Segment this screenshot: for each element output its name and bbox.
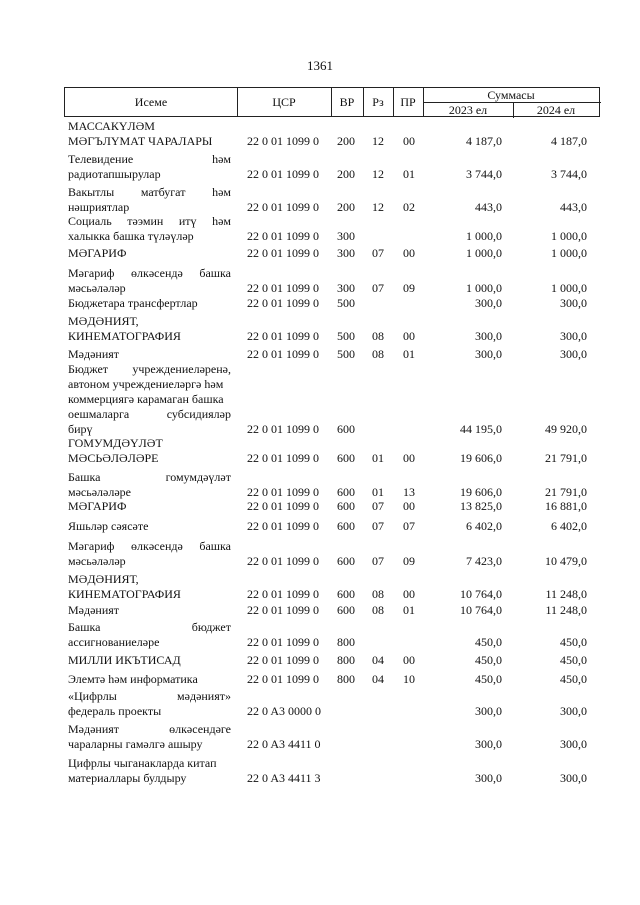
row-name (68, 185, 231, 215)
csr-cell: 22 0 01 1099 0 (247, 281, 319, 295)
rz-cell: 07 (372, 499, 384, 513)
row-name-line: ассигнованиеләре (68, 635, 160, 649)
sum-2023-cell: 450,0 (475, 635, 502, 649)
pr-cell: 00 (403, 451, 415, 465)
csr-cell: 22 0 01 1099 0 (247, 200, 319, 214)
row-name (68, 519, 231, 534)
sum-2023-cell: 10 764,0 (460, 603, 502, 617)
row-name-line: Мәгариф өлкәсендә башка (68, 539, 231, 553)
row-name-line: Мәдәният өлкәсендәге (68, 722, 231, 736)
pr-cell: 13 (403, 485, 415, 499)
csr-cell: 22 0 01 1099 0 (247, 672, 319, 686)
sum-2023-cell: 1 000,0 (466, 229, 502, 243)
row-name-line: «Цифрлы мәдәният» (68, 689, 231, 703)
sum-2023-cell: 300,0 (475, 771, 502, 785)
row-name-line: МӘДӘНИЯТ, (68, 572, 139, 586)
vr-cell: 800 (337, 672, 355, 686)
pr-cell: 09 (403, 554, 415, 568)
row-name (68, 436, 231, 466)
csr-cell: 22 0 01 1099 0 (247, 296, 319, 310)
rz-cell: 07 (372, 519, 384, 533)
pr-cell: 01 (403, 347, 415, 361)
sum-2024-cell: 300,0 (560, 329, 587, 343)
row-name-line: Элемтә һәм информатика (68, 672, 198, 686)
sum-2023-cell: 443,0 (475, 200, 502, 214)
row-name-line: КИНЕМАТОГРАФИЯ (68, 587, 181, 601)
row-name-line: Цифрлы чыганакларда китап (68, 756, 217, 770)
rz-cell: 12 (372, 200, 384, 214)
row-name (68, 620, 231, 650)
sum-2023-cell: 6 402,0 (466, 519, 502, 533)
pr-cell: 00 (403, 134, 415, 148)
sum-2024-cell: 6 402,0 (551, 519, 587, 533)
row-name (68, 214, 231, 244)
row-name (68, 539, 231, 569)
vr-cell: 600 (337, 485, 355, 499)
row-name-line: МИЛЛИ ИКЪТИСАД (68, 653, 181, 667)
row-name-line: МӘГЪЛҮМАТ ЧАРАЛАРЫ (68, 134, 213, 148)
row-name-line: Телевидение һәм (68, 152, 231, 166)
csr-cell: 22 0 A3 4411 0 (247, 737, 321, 751)
csr-cell: 22 0 A3 0000 0 (247, 704, 322, 718)
sum-2023-cell: 300,0 (475, 296, 502, 310)
header-name: Исеме (134, 94, 168, 109)
row-name (68, 470, 231, 500)
sum-2024-cell: 1 000,0 (551, 229, 587, 243)
sum-2023-cell: 13 825,0 (460, 499, 502, 513)
header-year-2024: 2024 ел (536, 102, 576, 117)
sum-2023-cell: 450,0 (475, 653, 502, 667)
row-name-line: мәсьәләләре (68, 485, 131, 499)
header-sums: Суммасы (487, 87, 535, 102)
header-year-2023: 2023 ел (448, 102, 488, 117)
sum-2024-cell: 21 791,0 (545, 485, 587, 499)
row-name (68, 756, 231, 786)
row-name-line: КИНЕМАТОГРАФИЯ (68, 329, 181, 343)
sum-2024-cell: 300,0 (560, 296, 587, 310)
row-name (68, 689, 231, 719)
row-name-line: Вакытлы матбугат һәм (68, 185, 231, 199)
csr-cell: 22 0 01 1099 0 (247, 485, 319, 499)
row-name-line: Мәгариф өлкәсендә башка (68, 266, 231, 280)
sum-2024-cell: 450,0 (560, 672, 587, 686)
row-name-line: Мәдәният (68, 347, 120, 361)
sum-2023-cell: 450,0 (475, 672, 502, 686)
rz-cell: 12 (372, 134, 384, 148)
page-number: 1361 (307, 58, 333, 73)
vr-cell: 500 (337, 347, 355, 361)
sum-2023-cell: 1 000,0 (466, 281, 502, 295)
vr-cell: 500 (337, 329, 355, 343)
csr-cell: 22 0 01 1099 0 (247, 229, 319, 243)
vr-cell: 600 (337, 519, 355, 533)
sum-2023-cell: 19 606,0 (460, 485, 502, 499)
rz-cell: 08 (372, 587, 384, 601)
row-name (68, 499, 231, 514)
sum-2023-cell: 3 744,0 (466, 167, 502, 181)
sum-2023-cell: 4 187,0 (466, 134, 502, 148)
pr-cell: 09 (403, 281, 415, 295)
csr-cell: 22 0 01 1099 0 (247, 347, 319, 361)
row-name-line: Бюджетара трансфертлар (68, 296, 198, 310)
vr-cell: 600 (337, 451, 355, 465)
row-name-line: Социаль тәэмин итү һәм (68, 214, 231, 228)
row-name (68, 152, 231, 182)
sum-2023-cell: 10 764,0 (460, 587, 502, 601)
csr-cell: 22 0 01 1099 0 (247, 554, 319, 568)
sum-2024-cell: 300,0 (560, 347, 587, 361)
pr-cell: 01 (403, 167, 415, 181)
row-name-line: Башка гомумдәүләт (68, 470, 231, 484)
rz-cell: 04 (372, 653, 384, 667)
sum-2024-cell: 21 791,0 (545, 451, 587, 465)
row-name (68, 296, 231, 311)
rz-cell: 01 (372, 451, 384, 465)
vr-cell: 600 (337, 603, 355, 617)
pr-cell: 00 (403, 246, 415, 260)
rz-cell: 04 (372, 672, 384, 686)
row-name (68, 246, 231, 261)
vr-cell: 600 (337, 422, 355, 436)
row-name-line: ГОМУМДӘҮЛӘТ (68, 436, 163, 450)
csr-cell: 22 0 01 1099 0 (247, 451, 319, 465)
rz-cell: 12 (372, 167, 384, 181)
row-name-line: халыкка башка түләүләр (68, 229, 194, 243)
sum-2024-cell: 300,0 (560, 737, 587, 751)
header-vr: ВР (339, 94, 355, 109)
sum-2023-cell: 7 423,0 (466, 554, 502, 568)
row-name (68, 314, 231, 344)
csr-cell: 22 0 01 1099 0 (247, 329, 319, 343)
table-header (64, 87, 600, 117)
sum-2023-cell: 300,0 (475, 329, 502, 343)
row-name-line: оешмаларга субсидияләр (68, 407, 231, 421)
vr-cell: 800 (337, 653, 355, 667)
csr-cell: 22 0 01 1099 0 (247, 603, 319, 617)
header-rz: Рз (372, 94, 384, 109)
row-name-line: мәсьәләләр (68, 281, 126, 295)
pr-cell: 01 (403, 603, 415, 617)
row-name-line: коммерциягә карамаган башка (68, 392, 224, 406)
row-name (68, 572, 231, 602)
pr-cell: 00 (403, 587, 415, 601)
sum-2024-cell: 10 479,0 (545, 554, 587, 568)
row-name-line: МӘСЬӘЛӘЛӘРЕ (68, 451, 159, 465)
vr-cell: 300 (337, 281, 355, 295)
row-name-line: МӘГАРИФ (68, 246, 127, 260)
pr-cell: 00 (403, 329, 415, 343)
pr-cell: 02 (403, 200, 415, 214)
sum-2024-cell: 1 000,0 (551, 281, 587, 295)
sum-2024-cell: 450,0 (560, 635, 587, 649)
row-name-line: Мәдәният (68, 603, 120, 617)
row-name-line: бирү (68, 422, 93, 436)
row-name-line: Бюджет учреждениеләренә, (68, 362, 231, 376)
vr-cell: 500 (337, 296, 355, 310)
pr-cell: 00 (403, 499, 415, 513)
pr-cell: 07 (403, 519, 415, 533)
row-name-line: автоном учреждениеләргә һәм (68, 377, 224, 391)
header-pr: ПР (400, 94, 416, 109)
row-name-line: мәсьәләләр (68, 554, 126, 568)
row-name-line: МӘГАРИФ (68, 499, 127, 513)
row-name (68, 266, 231, 296)
sum-2024-cell: 11 248,0 (545, 603, 587, 617)
rz-cell: 07 (372, 246, 384, 260)
csr-cell: 22 0 01 1099 0 (247, 246, 319, 260)
row-name (68, 653, 231, 668)
vr-cell: 800 (337, 635, 355, 649)
row-name-line: чараларны гамәлгә ашыру (68, 737, 203, 751)
row-name (68, 672, 231, 687)
rz-cell: 08 (372, 603, 384, 617)
rz-cell: 08 (372, 329, 384, 343)
sum-2024-cell: 300,0 (560, 771, 587, 785)
header-csr: ЦСР (272, 94, 296, 109)
csr-cell: 22 0 01 1099 0 (247, 635, 319, 649)
csr-cell: 22 0 01 1099 0 (247, 167, 319, 181)
rz-cell: 07 (372, 281, 384, 295)
sum-2023-cell: 300,0 (475, 704, 502, 718)
sum-2024-cell: 16 881,0 (545, 499, 587, 513)
row-name (68, 119, 231, 149)
vr-cell: 300 (337, 229, 355, 243)
csr-cell: 22 0 01 1099 0 (247, 499, 319, 513)
rz-cell: 07 (372, 554, 384, 568)
vr-cell: 300 (337, 246, 355, 260)
sum-2023-cell: 1 000,0 (466, 246, 502, 260)
vr-cell: 200 (337, 167, 355, 181)
row-name-line: МАССАКҮЛӘМ (68, 119, 155, 133)
csr-cell: 22 0 01 1099 0 (247, 134, 319, 148)
rz-cell: 08 (372, 347, 384, 361)
sum-2024-cell: 300,0 (560, 704, 587, 718)
vr-cell: 200 (337, 134, 355, 148)
csr-cell: 22 0 01 1099 0 (247, 653, 319, 667)
vr-cell: 600 (337, 499, 355, 513)
row-name (68, 722, 231, 752)
row-name (68, 362, 231, 437)
row-name-line: Башка бюджет (68, 620, 231, 634)
sum-2024-cell: 443,0 (560, 200, 587, 214)
row-name (68, 347, 231, 362)
pr-cell: 00 (403, 653, 415, 667)
sum-2024-cell: 11 248,0 (545, 587, 587, 601)
row-name-line: материаллары булдыру (68, 771, 187, 785)
sum-2023-cell: 300,0 (475, 737, 502, 751)
sum-2024-cell: 450,0 (560, 653, 587, 667)
sum-2024-cell: 4 187,0 (551, 134, 587, 148)
sum-2024-cell: 49 920,0 (545, 422, 587, 436)
row-name (68, 603, 231, 618)
sum-2023-cell: 300,0 (475, 347, 502, 361)
csr-cell: 22 0 01 1099 0 (247, 587, 319, 601)
csr-cell: 22 0 01 1099 0 (247, 519, 319, 533)
vr-cell: 600 (337, 587, 355, 601)
vr-cell: 600 (337, 554, 355, 568)
vr-cell: 200 (337, 200, 355, 214)
rz-cell: 01 (372, 485, 384, 499)
pr-cell: 10 (403, 672, 415, 686)
row-name-line: нәшриятлар (68, 200, 130, 214)
row-name-line: МӘДӘНИЯТ, (68, 314, 139, 328)
sum-2023-cell: 44 195,0 (460, 422, 502, 436)
csr-cell: 22 0 A3 4411 3 (247, 771, 321, 785)
sum-2024-cell: 3 744,0 (551, 167, 587, 181)
row-name-line: Яшьләр сәясәте (68, 519, 149, 533)
sum-2023-cell: 19 606,0 (460, 451, 502, 465)
row-name-line: радиотапшырулар (68, 167, 161, 181)
row-name-line: федераль проекты (68, 704, 162, 718)
csr-cell: 22 0 01 1099 0 (247, 422, 319, 436)
sum-2024-cell: 1 000,0 (551, 246, 587, 260)
